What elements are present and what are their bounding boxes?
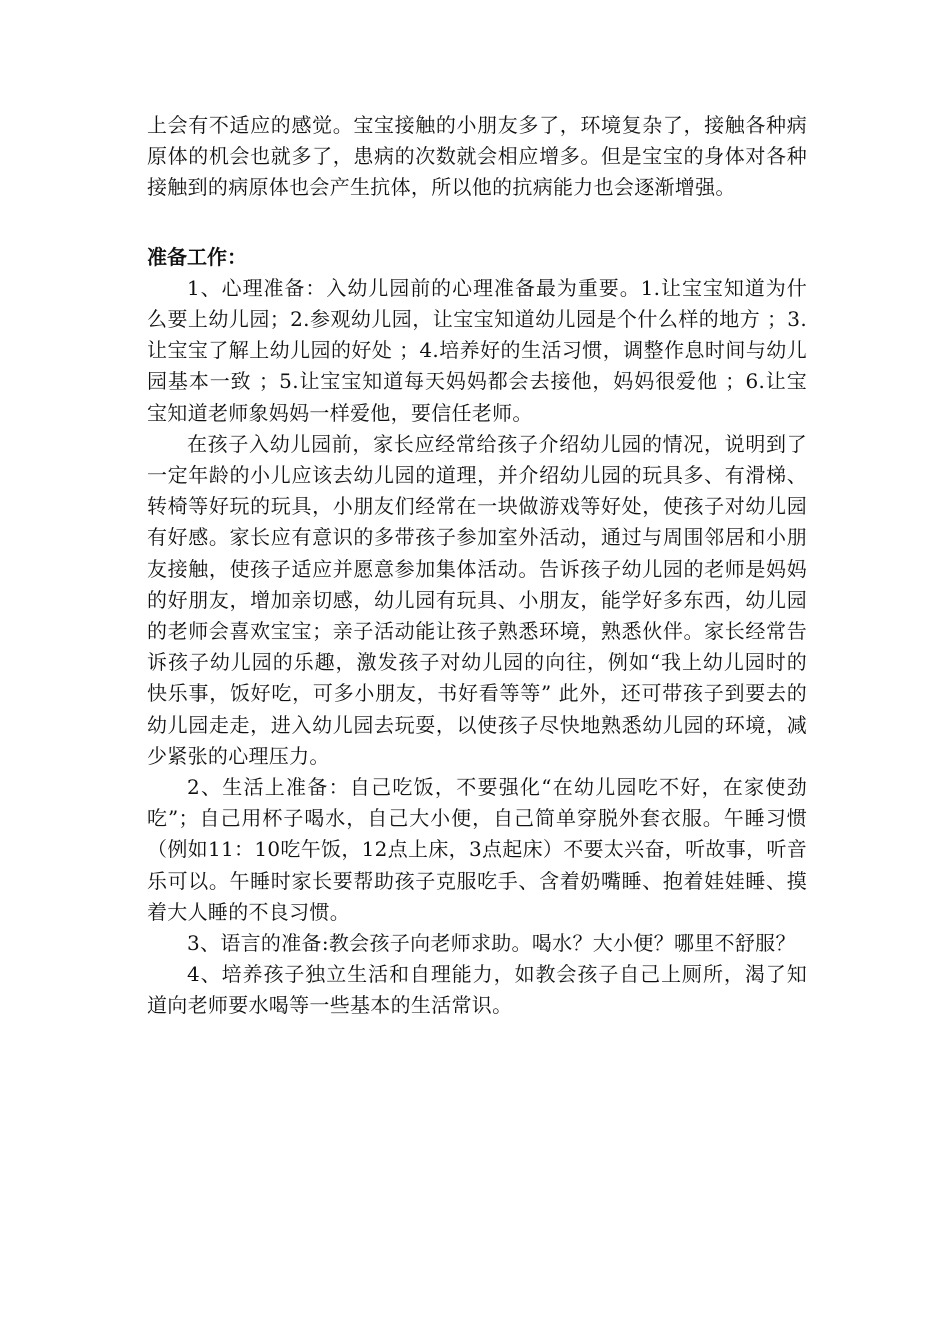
paragraph-language-preparation: 3、语言的准备:教会孩子向老师求助。喝水？大小便？哪里不舒服？ <box>187 931 796 956</box>
paragraph-self-care-ability: 4、培养孩子独立生活和自理能力，如教会孩子自己上厕所，渴了知道向老师要水喝等一些基本的生活常识。 <box>147 962 807 1018</box>
section-heading: 准备工作： <box>147 244 247 269</box>
document-body <box>147 110 807 1022</box>
paragraph-parent-guidance: 在孩子入幼儿园前，家长应经常给孩子介绍幼儿园的情况，说明到了一定年龄的小儿应该去幼儿园的道理，并介绍幼儿园的玩具多、有滑梯、转椅等好玩的玩具，小朋友们经常在一块做游戏等好处，使孩子对幼儿园有好感。家长应有意识的多带孩子参加室外活动，通过与周围邻居和小朋友接触，使孩子适应并愿意参加集体活动。告诉孩子幼儿园的老师是妈妈的好朋友，增加亲切感，幼儿园有玩具、小朋友，能学好多东西，幼儿园的老师会喜欢宝宝；亲子活动能让孩子熟悉环境，熟悉伙伴。家长经常告诉孩子幼儿园的乐趣，激发孩子对幼儿园的向往，例如“我上幼儿园时的快乐事，饭好吃，可多小朋友，书好看等等” 此外，还可带孩子到要去的幼儿园走走，进入幼儿园去玩耍，以使孩子尽快地熟悉幼儿园的环境，减少紧张的心理压力。 <box>147 431 807 768</box>
intro-paragraph: 上会有不适应的感觉。宝宝接触的小朋友多了，环境复杂了，接触各种病原体的机会也就多了，患病的次数就会相应增多。但是宝宝的身体对各种接触到的病原体也会产生抗体，所以他的抗病能力也会逐渐增强。 <box>147 113 807 200</box>
paragraph-psychological-preparation: 1、心理准备：入幼儿园前的心理准备最为重要。1.让宝宝知道为什么要上幼儿园；2.参观幼儿园，让宝宝知道幼儿园是个什么样的地方 ；3.让宝宝了解上幼儿园的好处 ；4.培养好的生活习惯，调整作息时间与幼儿园基本一致 ；5.让宝宝知道每天妈妈都会去接他，妈妈很爱他 ；6.让宝宝知道老师象妈妈一样爱他，要信任老师。 <box>147 275 807 425</box>
paragraph-life-preparation: 2、生活上准备：自己吃饭，不要强化“在幼儿园吃不好，在家使劲吃”；自己用杯子喝水，自己大小便，自己简单穿脱外套衣服。午睡习惯（例如11：10吃午饭，12点上床，3点起床）不要太兴奋，听故事，听音乐可以。午睡时家长要帮助孩子克服吃手、含着奶嘴睡、抱着娃娃睡、摸着大人睡的不良习惯。 <box>147 775 807 924</box>
